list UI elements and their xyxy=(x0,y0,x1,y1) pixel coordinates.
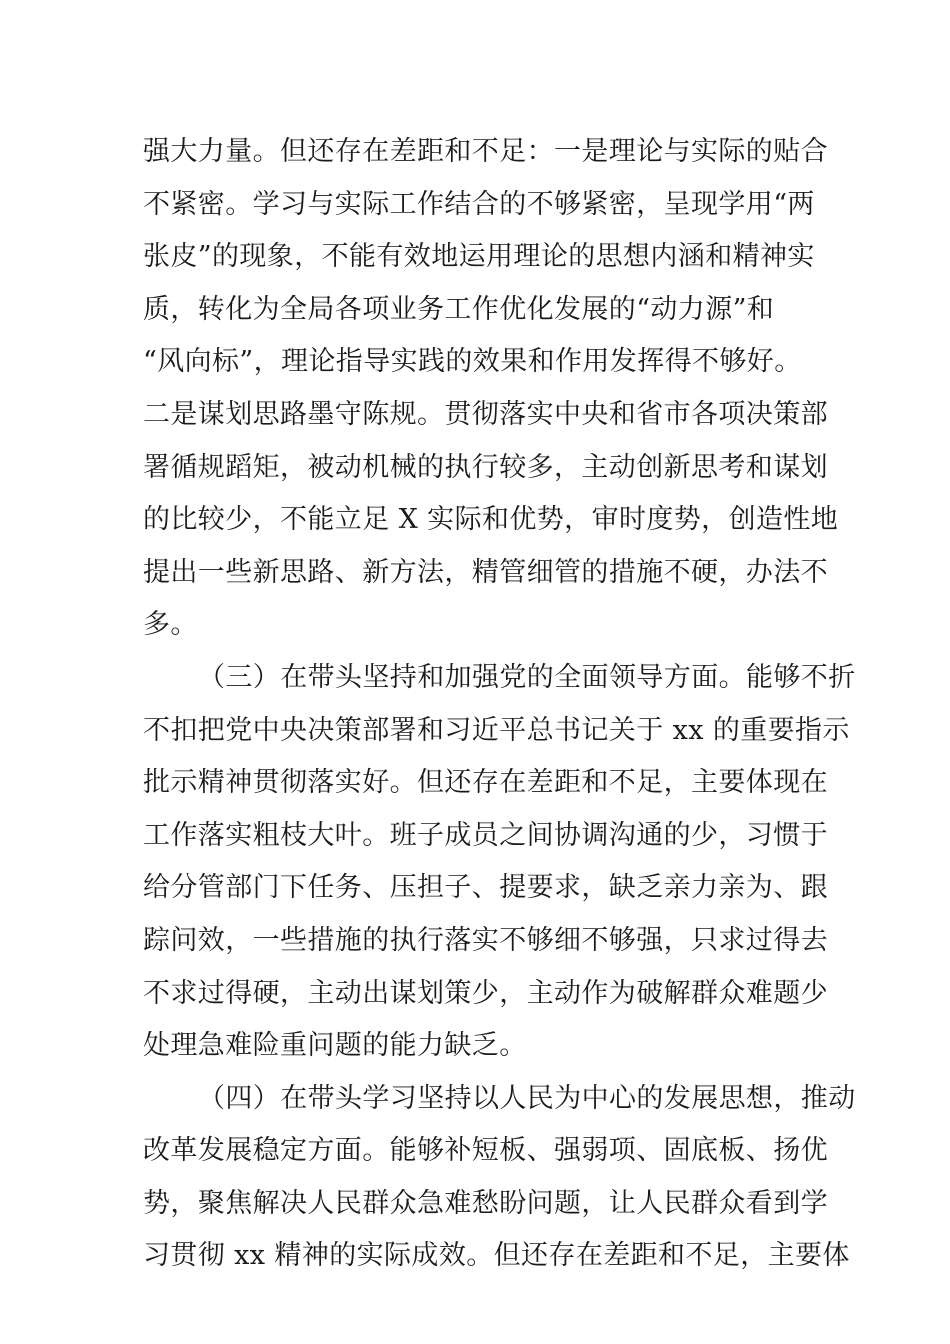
paragraph-first-line: （三）在带头坚持和加强党的全面领导方面。能够不折 xyxy=(198,661,856,693)
document-body xyxy=(143,126,856,1283)
text-line: 二是谋划思路墨守陈规。贯彻落实中央和省市各项决策部 xyxy=(143,398,828,430)
text-line: 处理急难险重问题的能力缺乏。 xyxy=(143,1030,527,1062)
text-line: 多。 xyxy=(143,609,198,641)
text-line: 的比较少，不能立足 X 实际和优势，审时度势，创造性地 xyxy=(143,504,839,536)
text-line: 不扣把党中央决策部署和习近平总书记关于 xx 的重要指示 xyxy=(143,714,850,746)
text-line: 质，转化为全局各项业务工作优化发展的“动力源”和 xyxy=(143,293,775,325)
text-line: 张皮”的现象，不能有效地运用理论的思想内涵和精神实 xyxy=(143,241,815,273)
text-line: 提出一些新思路、新方法，精管细管的措施不硬，办法不 xyxy=(143,556,828,588)
text-line: “风向标”，理论指导实践的效果和作用发挥得不够好。 xyxy=(143,346,802,378)
text-line: 改革发展稳定方面。能够补短板、强弱项、固底板、扬优 xyxy=(143,1135,828,1167)
text-line: 习贯彻 xx 精神的实际成效。但还存在差距和不足，主要体 xyxy=(143,1240,850,1272)
text-line: 不求过得硬，主动出谋划策少，主动作为破解群众难题少 xyxy=(143,977,828,1009)
text-line: 踪问效，一些措施的执行落实不够细不够强，只求过得去 xyxy=(143,924,828,956)
text-line: 强大力量。但还存在差距和不足：一是理论与实际的贴合 xyxy=(143,136,828,167)
text-line: 批示精神贯彻落实好。但还存在差距和不足，主要体现在 xyxy=(143,767,828,799)
text-line: 给分管部门下任务、压担子、提要求，缺乏亲力亲为、跟 xyxy=(143,872,828,904)
text-line: 不紧密。学习与实际工作结合的不够紧密，呈现学用“两 xyxy=(143,188,815,220)
text-line: 工作落实粗枝大叶。班子成员之间协调沟通的少，习惯于 xyxy=(143,819,828,851)
text-line: 署循规蹈矩，被动机械的执行较多，主动创新思考和谋划 xyxy=(143,451,828,483)
text-line: 势，聚焦解决人民群众急难愁盼问题，让人民群众看到学 xyxy=(143,1187,828,1219)
paragraph-first-line: （四）在带头学习坚持以人民为中心的发展思想，推动 xyxy=(198,1082,856,1114)
